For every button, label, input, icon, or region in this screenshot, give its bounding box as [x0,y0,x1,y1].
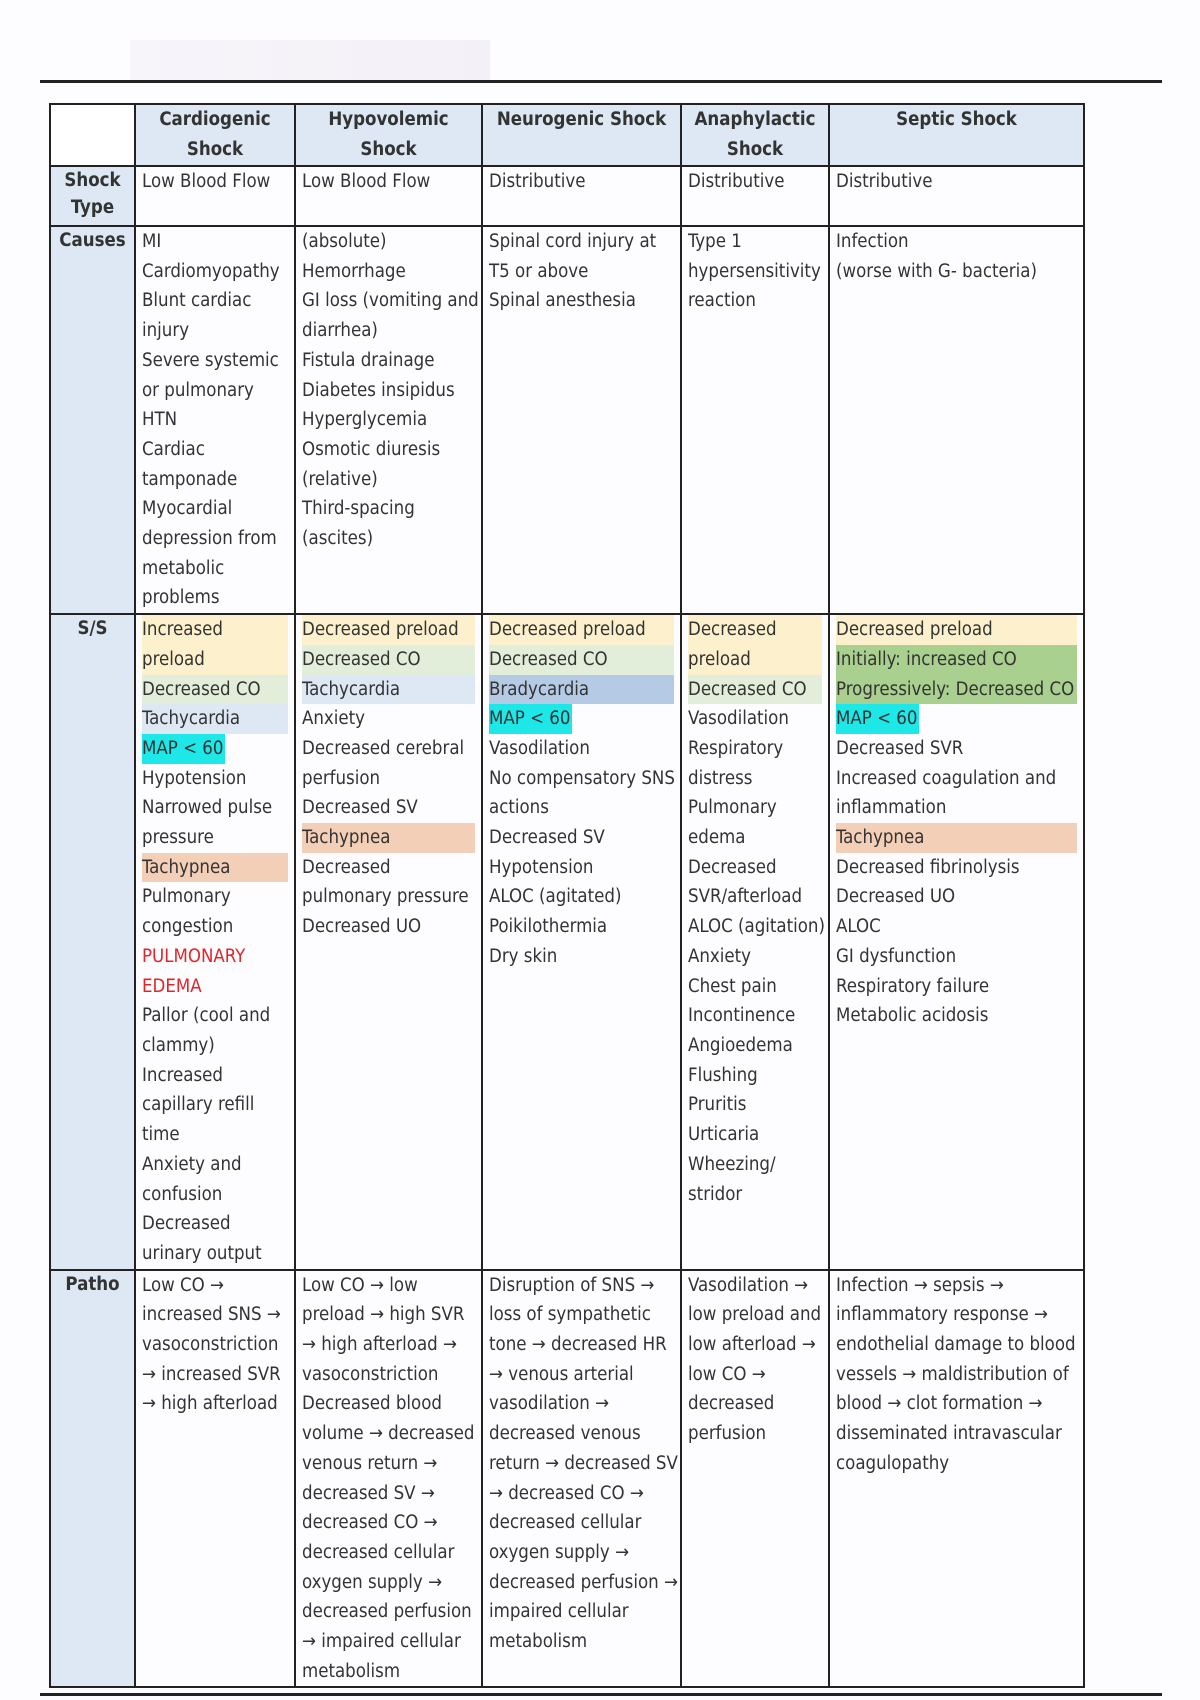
faded-page-header [130,40,490,80]
row-label: Shock Type [50,166,135,226]
cell-line: GI dysfunction [836,945,957,967]
cell-line: Distributive [688,171,785,192]
cell-line: Increased preload [142,615,288,674]
cell-line: Decreased CO [142,675,288,705]
cell-line: Incontinence [688,1005,796,1027]
cell-anaphylactic [681,166,829,226]
cell-line: Anxiety and confusion [142,1153,242,1205]
cell-line: Decreased preload [836,615,1077,645]
row-causes [50,226,1084,614]
cell-line: Infection [836,231,909,252]
bottom-rule [40,1693,1162,1696]
cell-line [142,734,294,764]
cell-line: Urticaria [688,1124,760,1146]
cell-anaphylactic [681,1270,829,1688]
cell-line: MI [142,231,162,252]
cell-line: Osmotic diuresis [302,438,441,460]
cell-line: Narrowed pulse pressure [142,797,273,849]
cell-line: Anxiety [688,945,752,967]
cell-line: Spinal cord injury at T5 or above [489,231,657,282]
corner-cell [50,104,135,166]
cell-line: Decreased preload [688,615,822,674]
cell-cardiogenic [135,166,295,226]
cell-line: Progressively: Decreased CO [836,675,1077,705]
cell-line: Tachycardia [302,675,475,705]
cell-line: Vasodilation [688,708,789,730]
header-row [50,104,1084,166]
cell-line: Infection → sepsis → inflammatory response → endothelial damage to blood vessels → maldistribution of blood → clot formation → disseminated intravascular coagulopathy [836,1274,1076,1474]
cell-line: Tachycardia [142,704,288,734]
cell-line: No compensatory SNS actions [489,767,675,819]
highlighted-text: MAP < 60 [836,704,919,734]
cell-hypovolemic [295,1270,482,1688]
cell-line: Fistula drainage [302,349,435,371]
cell-septic [829,166,1084,226]
cell-line: Pallor (cool and clammy) [142,1005,271,1056]
cell-line: Severe systemic or pulmonary HTN [142,349,279,431]
highlighted-text: MAP < 60 [489,704,572,734]
cell-line: Spinal anesthesia [489,290,636,312]
cell-line: Hypotension [489,856,594,878]
cell-line: Respiratory distress [688,737,784,789]
cell-line: Hyperglycemia [302,409,428,431]
cell-line: Vasodilation → low preload and low afterload → low CO → decreased perfusion [688,1274,822,1445]
cell-line: Decreased SVR/afterload [688,856,803,908]
cell-line: Decreased UO [302,916,422,938]
header-cardiogenic: Cardiogenic Shock [135,104,295,166]
cell-line: Distributive [489,171,586,192]
cell-line: Decreased cerebral perfusion [302,737,465,789]
cell-cardiogenic [135,226,295,614]
cell-line: Chest pain [688,975,777,997]
cell-line: Bradycardia [489,675,674,705]
row-signs-symptoms [50,614,1084,1269]
cell-line: Pruritis [688,1094,747,1116]
cell-line: Hemorrhage [302,260,406,282]
cell-hypovolemic [295,226,482,614]
cell-line: Decreased UO [836,886,956,908]
cell-line: Tachypnea [836,823,1077,853]
cell-line: Increased capillary refill time [142,1064,255,1146]
cell-line: Pulmonary edema [688,797,777,849]
cell-line: Cardiac tamponade [142,438,238,490]
cell-line: Anxiety [302,708,366,730]
cell-line: (relative) [302,468,378,490]
row-shock-type [50,166,1084,226]
cell-line: ALOC (agitated) [489,886,622,908]
cell-septic [829,614,1084,1269]
cell-line: PULMONARY EDEMA [142,945,246,997]
row-patho [50,1270,1084,1688]
cell-line: Metabolic acidosis [836,1005,989,1027]
cell-line: Angioedema [688,1034,793,1056]
cell-line: Type 1 hypersensitivity reaction [688,231,821,312]
row-label: S/S [50,614,135,1269]
cell-line: Dry skin [489,945,558,967]
header-neurogenic: Neurogenic Shock [482,104,681,166]
cell-line: Low CO → low preload → high SVR → high afterload → vasoconstriction [302,1274,465,1385]
header-anaphylactic: Anaphylactic Shock [681,104,829,166]
cell-line: ALOC (agitation) [688,916,825,938]
cell-line: Decreased SV [489,827,605,849]
cell-line: (absolute) [302,231,387,252]
top-rule [40,80,1162,83]
cell-line: Initially: increased CO [836,645,1077,675]
cell-line: Tachypnea [302,823,475,853]
cell-cardiogenic [135,1270,295,1688]
cell-line: Respiratory failure [836,975,990,997]
highlighted-text: MAP < 60 [142,734,225,764]
cell-anaphylactic [681,226,829,614]
cell-line: Decreased preload [489,615,674,645]
cell-line: Myocardial depression from metabolic problems [142,498,277,609]
cell-line: Decreased urinary output [142,1213,262,1264]
cell-line: ALOC [836,916,881,938]
cell-line: Pulmonary congestion [142,886,234,938]
cell-line: Third-spacing (ascites) [302,498,415,550]
cell-hypovolemic [295,614,482,1269]
header-septic: Septic Shock [829,104,1084,166]
cell-line: Diabetes insipidus [302,379,455,401]
cell-line: Flushing [688,1064,758,1086]
cell-line: Vasodilation [489,737,590,759]
cell-line: Wheezing/ stridor [688,1153,776,1205]
header-hypovolemic: Hypovolemic Shock [295,104,482,166]
cell-line: Cardiomyopathy [142,260,280,282]
cell-line: Hypotension [142,767,247,789]
cell-hypovolemic [295,166,482,226]
cell-line: Increased coagulation and inflammation [836,767,1057,819]
cell-line: Decreased SV [302,797,418,819]
cell-cardiogenic [135,614,295,1269]
cell-line: Poikilothermia [489,916,608,938]
row-label: Causes [50,226,135,614]
cell-line: Decreased pulmonary pressure [302,856,469,908]
cell-line: Disruption of SNS → loss of sympathetic tone → decreased HR → venous arterial vasodilation → decreased venous return → decreased SV → decreased CO → decreased cellular oxygen supply → decreased perfusion → impaired cellular metabolism [489,1274,678,1653]
cell-line: Decreased CO [302,645,475,675]
cell-line: Distributive [836,171,933,192]
cell-line: Decreased CO [489,645,674,675]
cell-line: Decreased SVR [836,737,964,759]
cell-line: Low Blood Flow [302,171,431,192]
cell-neurogenic [482,1270,681,1688]
cell-line: Decreased preload [302,615,475,645]
cell-neurogenic [482,166,681,226]
cell-septic [829,1270,1084,1688]
cell-neurogenic [482,614,681,1269]
row-label: Patho [50,1270,135,1688]
cell-line: Low Blood Flow [142,171,271,192]
cell-line [489,704,680,734]
cell-line: Tachypnea [142,853,288,883]
cell-line: Decreased CO [688,675,822,705]
cell-line: Low CO → increased SNS → vasoconstriction → increased SVR → high afterload [142,1274,281,1415]
cell-line [836,704,1083,734]
cell-line: (worse with G- bacteria) [836,260,1037,282]
cell-neurogenic [482,226,681,614]
cell-line: GI loss (vomiting and diarrhea) [302,290,479,342]
cell-septic [829,226,1084,614]
cell-line: Blunt cardiac injury [142,290,252,342]
cell-line: Decreased blood volume → decreased venous return → decreased SV → decreased CO → decreased cellular oxygen supply → decreased perfusion → impaired cellular metabolism [302,1393,475,1682]
cell-line: Decreased fibrinolysis [836,856,1020,878]
cell-anaphylactic [681,614,829,1269]
shock-comparison-table [49,103,1085,1688]
